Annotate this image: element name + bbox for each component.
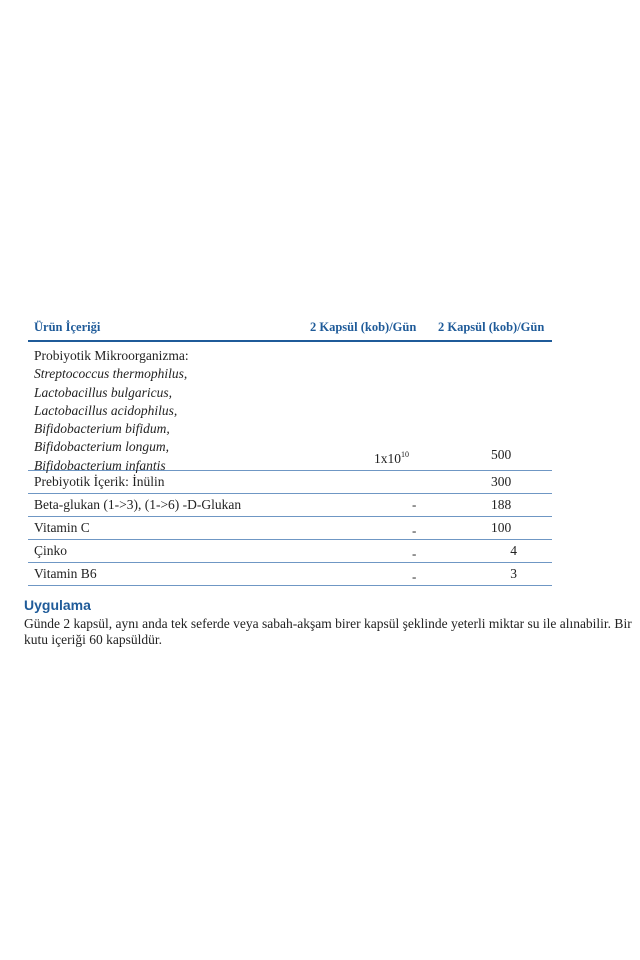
species-5: Bifidobacterium longum, — [34, 439, 169, 455]
probiotic-col1-base: 1x10 — [374, 451, 401, 466]
table-row — [28, 471, 552, 494]
table-row-probiotic — [28, 342, 552, 471]
row-col2: 100 — [491, 520, 512, 535]
probiotic-names — [34, 347, 189, 475]
probiotic-col1-exp: 10 — [401, 450, 409, 459]
table-row — [28, 517, 552, 540]
row-col2: 300 — [491, 474, 512, 489]
usage-text: Günde 2 kapsül, aynı anda tek seferde veya sabah-akşam birer kapsül şeklinde yeterli miktar su ile alınabilir. Bir kutu içeriği 60 kapsüldür. — [24, 616, 632, 647]
species-6: Bifidobacterium infantis — [34, 457, 166, 473]
usage-title: Uygulama — [24, 597, 91, 613]
row-col1: - — [412, 546, 417, 561]
row-col2: 188 — [491, 497, 512, 512]
table-row — [28, 540, 552, 563]
row-name: Prebiyotik İçerik: İnülin — [34, 474, 165, 489]
species-4: Bifidobacterium bifidum, — [34, 421, 170, 437]
row-name: Vitamin C — [34, 520, 90, 535]
row-name: Vitamin B6 — [34, 566, 97, 581]
table-row — [28, 494, 552, 517]
probiotic-lead: Probiyotik Mikroorganizma: — [34, 348, 189, 363]
row-col2: 3 — [510, 566, 517, 581]
row-col1: - — [412, 523, 417, 538]
table-row — [28, 563, 552, 586]
species-3: Lactobacillus acidophilus, — [34, 402, 178, 418]
header-product: Ürün İçeriği — [34, 320, 101, 334]
row-col1: - — [412, 497, 417, 512]
row-col2: 4 — [510, 543, 517, 558]
table-header — [28, 318, 552, 342]
header-col2: 2 Kapsül (kob)/Gün — [438, 320, 545, 334]
probiotic-col1 — [374, 446, 409, 468]
species-2: Lactobacillus bulgaricus, — [34, 384, 172, 400]
probiotic-col2: 500 — [491, 447, 512, 462]
row-name: Çinko — [34, 543, 68, 558]
species-1: Streptococcus thermophilus, — [34, 366, 188, 382]
header-col1: 2 Kapsül (kob)/Gün — [310, 320, 417, 334]
row-col1: - — [412, 569, 417, 584]
row-name: Beta-glukan (1->3), (1->6) -D-Glukan — [34, 497, 242, 512]
ingredients-table — [28, 318, 552, 586]
